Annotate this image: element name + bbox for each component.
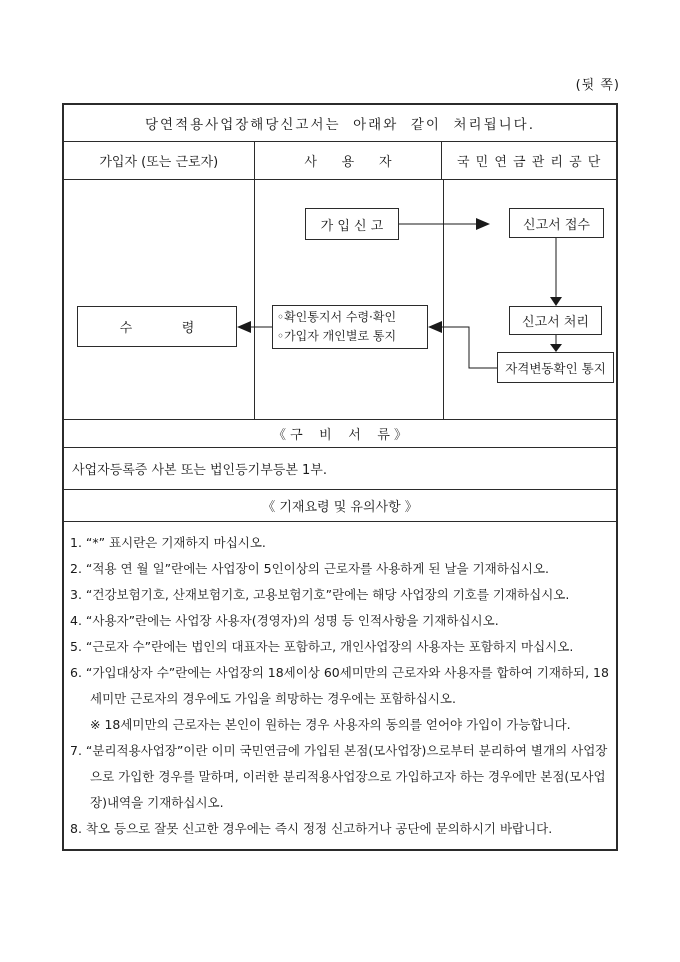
flow-node-notice-details — [272, 305, 428, 349]
flow-node-report-receive: 신고서 접수 — [509, 208, 604, 238]
column-header-row — [64, 142, 616, 180]
notice-detail-line: ◦가입자 개인별로 통지 — [277, 329, 397, 343]
notice-detail-line: ◦확인통지서 수령·확인 — [277, 310, 397, 324]
instruction-item: 5. “근로자 수”란에는 법인의 대표자는 포함하고, 개인사업장의 사용자는 포함하지 마십시오. — [70, 639, 574, 654]
flow-node-change-confirm-notice: 자격변동확인 통지 — [497, 352, 614, 383]
instruction-item: 6. “가입대상자 수”란에는 사업장의 18세이상 60세미만의 근로자와 사용자를 합하여 기재하되, 18세미만 근로자의 경우에도 가입을 희망하는 경우에는 포함하십시오. — [70, 665, 609, 706]
required-documents-heading: 《 구 비 서 류 》 — [64, 420, 616, 448]
instruction-item: 4. “사용자”란에는 사업장 사용자(경영자)의 성명 등 인적사항을 기재하십시오. — [70, 613, 499, 628]
arrow-left-icon — [428, 321, 442, 333]
instruction-item: 1. “*” 표시란은 기재하지 마십시오. — [70, 535, 266, 550]
flow-node-join-report: 가 입 신 고 — [305, 208, 399, 240]
instruction-note-item: ※ 18세미만의 근로자는 본인이 원하는 경우 사용자의 동의를 얻어야 가입이 가능합니다. — [90, 717, 571, 732]
column-header-agency: 국 민 연 금 관 리 공 단 — [441, 142, 616, 179]
instruction-item: 3. “건강보험기호, 산재보험기호, 고용보험기호”란에는 해당 사업장의 기호를 기재하십시오. — [70, 587, 570, 602]
required-documents-content: 사업자등록증 사본 또는 법인등기부등본 1부. — [64, 448, 616, 490]
form-title: 당연적용사업장해당신고서는 아래와 같이 처리됩니다. — [64, 105, 616, 142]
column-header-subscriber: 가입자 (또는 근로자) — [99, 155, 219, 170]
instruction-item: 8. 착오 등으로 잘못 신고한 경우에는 즉시 정정 신고하거나 공단에 문의하시기 바랍니다. — [70, 821, 553, 836]
instruction-item: 7. “분리적용사업장”이란 이미 국민연금에 가입된 본점(모사업장)으로부터 분리하여 별개의 사업장으로 가입한 경우를 말하며, 이러한 분리적용사업장으로 가입하고자 하는 경우에만 본점(모사업장)내역을 기재하십시오. — [70, 743, 608, 810]
flow-node-receipt: 수 령 — [77, 306, 237, 347]
flow-node-report-process: 신고서 처리 — [509, 306, 602, 335]
arrow-left-icon — [237, 321, 251, 333]
arrow-right-icon — [476, 218, 490, 230]
arrow-down-icon — [550, 297, 562, 306]
column-header-employer: 사 용 자 — [254, 142, 442, 179]
instructions-list — [64, 522, 616, 849]
instructions-heading: 《 기재요령 및 유의사항 》 — [64, 490, 616, 522]
back-side-label: (뒷 쪽) — [575, 78, 620, 93]
process-flowchart — [64, 180, 616, 420]
instruction-item: 2. “적용 연 월 일”란에는 사업장이 5인이상의 근로자를 사용하게 된 날을 기재하십시오. — [70, 561, 549, 576]
arrow-down-icon — [550, 344, 562, 352]
form-processing-table — [62, 103, 618, 851]
